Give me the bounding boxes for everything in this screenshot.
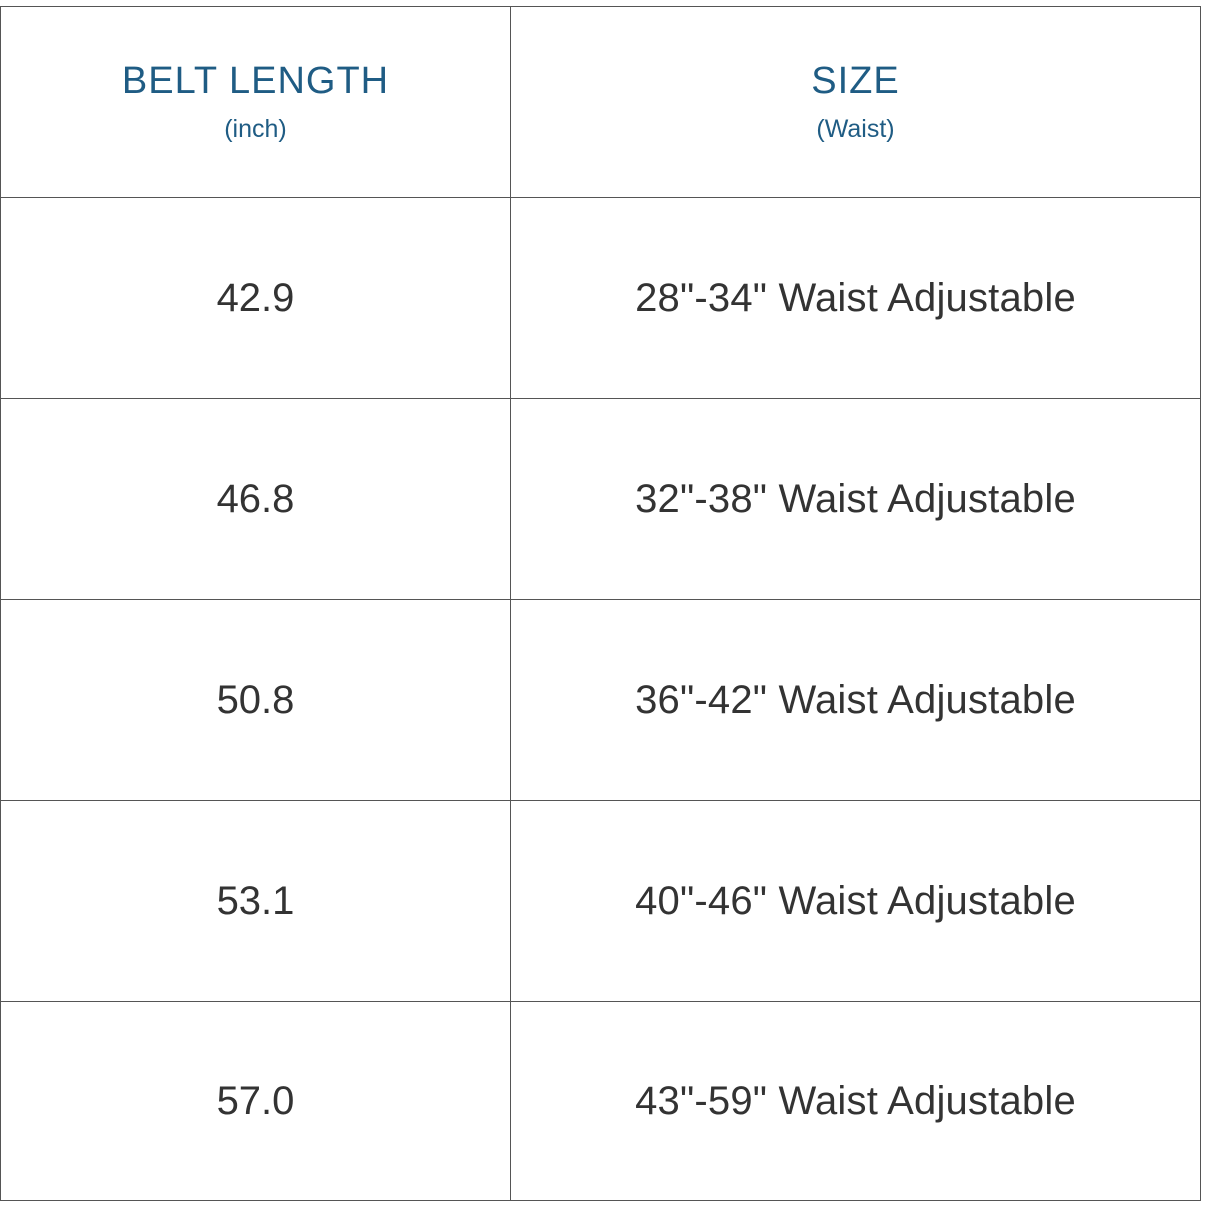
- column-header-belt-length-subtitle: (inch): [224, 115, 287, 144]
- column-header-belt-length-title: BELT LENGTH: [121, 60, 390, 103]
- table-row: [1, 600, 1201, 801]
- table-row: [1, 399, 1201, 600]
- cell-size: 28"-34" Waist Adjustable: [511, 198, 1201, 399]
- belt-size-table: [0, 6, 1201, 1201]
- table-row: [1, 198, 1201, 399]
- cell-size: 36"-42" Waist Adjustable: [511, 600, 1201, 801]
- column-header-belt-length: [1, 7, 511, 198]
- cell-belt-length: 57.0: [1, 1002, 511, 1201]
- cell-belt-length: 46.8: [1, 399, 511, 600]
- cell-size: 40"-46" Waist Adjustable: [511, 801, 1201, 1002]
- cell-belt-length: 53.1: [1, 801, 511, 1002]
- table-row: [1, 801, 1201, 1002]
- cell-belt-length: 50.8: [1, 600, 511, 801]
- cell-size: 43"-59" Waist Adjustable: [511, 1002, 1201, 1201]
- cell-size: 32"-38" Waist Adjustable: [511, 399, 1201, 600]
- column-header-size-subtitle: (Waist): [816, 115, 895, 144]
- column-header-size: [511, 7, 1201, 198]
- table-header-row: [1, 7, 1201, 198]
- cell-belt-length: 42.9: [1, 198, 511, 399]
- column-header-size-title: SIZE: [811, 60, 900, 103]
- table-row: [1, 1002, 1201, 1201]
